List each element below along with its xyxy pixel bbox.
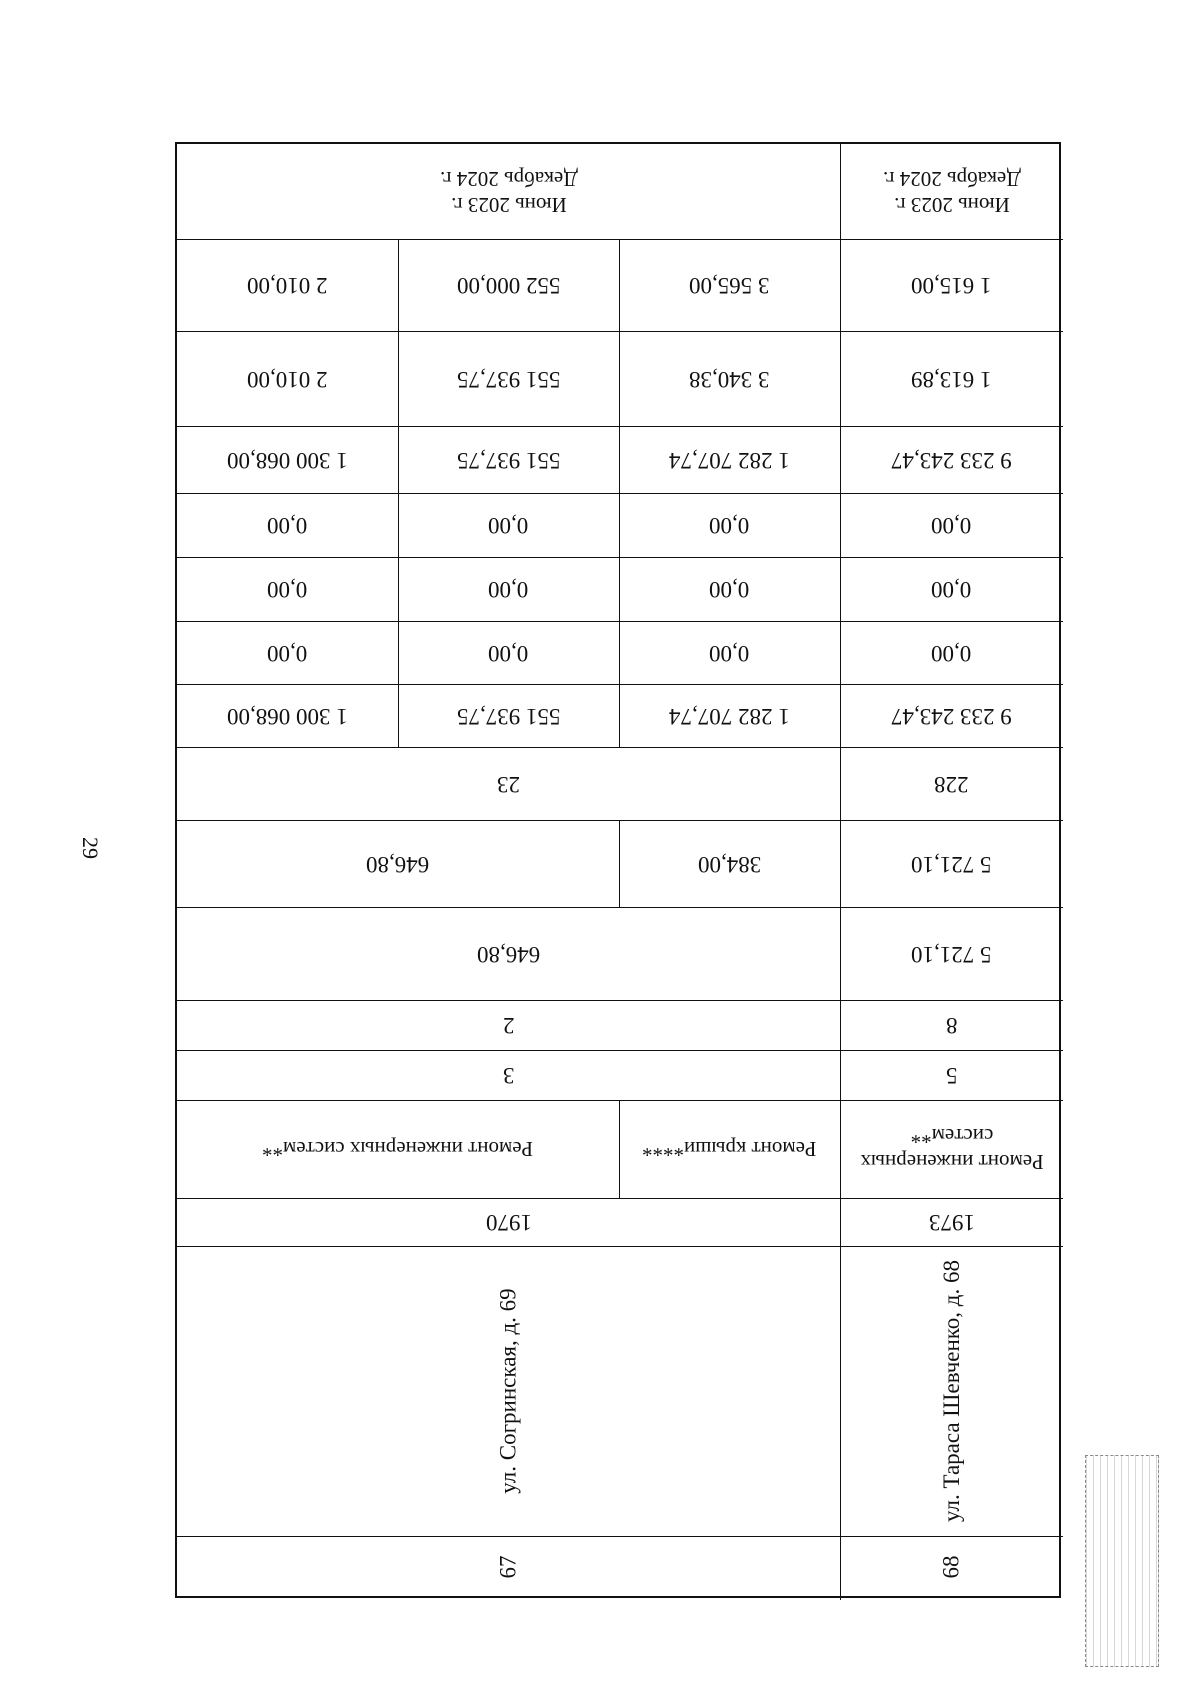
zero-cell [398,493,619,557]
unit-cost-cell [177,331,398,426]
unit-cost-cell [619,331,840,426]
unit-cost-limit: 2 010,00 [247,273,328,298]
unit-cost: 1 613,89 [911,366,992,392]
zero-cell [177,621,398,684]
period-text: Июнь 2023 г. Декабрь 2024 г. [439,166,578,217]
cost-total: 551 937,75 [456,703,561,729]
col-a-cell [840,1050,1063,1100]
zero-value: 0,00 [267,640,308,666]
cost-by-work: 1 300 068,00 [227,447,348,473]
cost-total: 9 233 243,47 [891,703,1012,729]
year-cell [840,1198,1063,1246]
cost-by-work: 551 937,75 [456,447,561,473]
col-a-cell [177,1050,840,1100]
build-year: 1970 [485,1210,532,1235]
zero-cell [840,621,1063,684]
zero-value: 0,00 [267,513,308,538]
page-number: 29 [78,837,103,859]
zero-value: 0,00 [931,640,972,666]
zero-value: 0,00 [488,513,529,538]
address-cell [840,1246,1063,1536]
row-number-cell [840,1536,1063,1598]
residents: 23 [497,771,520,797]
cost-by-work-cell [398,426,619,493]
housing-repair-table [175,142,1061,1598]
area-by-work: 646,80 [366,851,430,877]
unit-cost-limit: 1 615,00 [911,273,992,298]
zero-cell [619,493,840,557]
address: ул. Тараса Шевченко, д. 68 [938,1260,964,1522]
zero-value: 0,00 [931,577,972,602]
unit-cost-limit: 552 000,00 [456,273,561,298]
zero-value: 0,00 [931,513,972,538]
zero-cell [398,621,619,684]
cost-by-work-cell [840,426,1063,493]
unit-cost-limit-cell [840,239,1063,331]
residents: 228 [934,771,969,797]
work-type: Ремонт инженерных систем** [859,1124,1044,1174]
residents-cell [177,747,840,820]
cost-by-work: 1 282 707,74 [669,447,790,473]
work-type-cell [619,1100,840,1198]
cost-total: 1 300 068,00 [227,703,348,729]
unit-cost-limit: 3 565,00 [689,273,770,298]
unit-cost-limit-cell [398,239,619,331]
cost-by-work: 9 233 243,47 [891,447,1012,473]
period-cell [840,144,1063,239]
unit-cost: 551 937,75 [456,366,561,392]
area-total: 646,80 [476,941,541,967]
area-by-work-cell [177,820,619,907]
zero-value: 0,00 [488,640,529,666]
unit-cost: 3 340,38 [689,366,770,392]
residents-cell [840,747,1063,820]
col-b-cell [840,1000,1063,1050]
zero-cell [840,557,1063,621]
area-by-work-cell [619,820,840,907]
period-cell [177,144,840,239]
area-total-cell [177,907,840,1000]
col-a-value: 3 [502,1063,515,1088]
unit-cost: 2 010,00 [247,366,328,392]
zero-value: 0,00 [709,577,750,602]
area-by-work-cell [840,820,1063,907]
build-year: 1973 [928,1210,975,1235]
work-type: Ремонт инженерных систем** [262,1137,534,1161]
area-total: 5 721,10 [911,941,992,967]
unit-cost-limit-cell [619,239,840,331]
col-b-value: 8 [945,1013,958,1038]
address-cell [177,1246,840,1536]
zero-cell [398,557,619,621]
period-text: Июнь 2023 г. Декабрь 2024 г. [882,166,1021,217]
work-type: Ремонт крыши**** [642,1137,817,1161]
row-number: 67 [495,1555,521,1579]
cost-total-cell [840,684,1063,747]
year-cell [177,1198,840,1246]
area-total-cell [840,907,1063,1000]
zero-value: 0,00 [709,513,750,538]
col-b-cell [177,1000,840,1050]
work-type-cell [840,1100,1063,1198]
zero-cell [619,621,840,684]
area-by-work: 384,00 [697,851,762,877]
cost-total: 1 282 707,74 [669,703,790,729]
zero-cell [840,493,1063,557]
zero-cell [619,557,840,621]
zero-cell [177,493,398,557]
zero-cell [177,557,398,621]
cost-by-work-cell [619,426,840,493]
cost-total-cell [177,684,398,747]
cost-total-cell [619,684,840,747]
work-type-cell [177,1100,619,1198]
zero-value: 0,00 [267,577,308,602]
col-a-value: 5 [945,1063,958,1088]
area-by-work: 5 721,10 [911,851,992,877]
unit-cost-limit-cell [177,239,398,331]
zero-value: 0,00 [488,577,529,602]
col-b-value: 2 [502,1013,515,1038]
zero-value: 0,00 [709,640,750,666]
unit-cost-cell [840,331,1063,426]
scan-stamp [1085,1455,1159,1667]
row-number: 68 [938,1555,964,1579]
unit-cost-cell [398,331,619,426]
address: ул. Согринская, д. 69 [495,1288,521,1494]
cost-by-work-cell [177,426,398,493]
row-number-cell [177,1536,840,1598]
cost-total-cell [398,684,619,747]
